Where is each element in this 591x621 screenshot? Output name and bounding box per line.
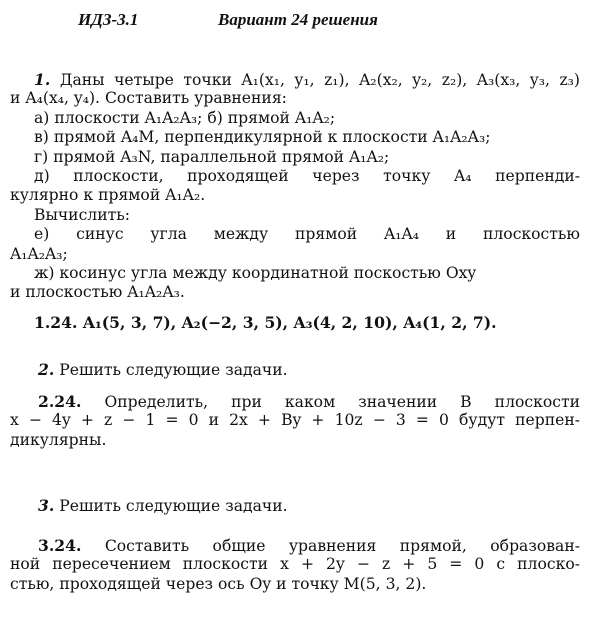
header-title: ИДЗ-3.1	[78, 10, 139, 29]
task-2-text: Решить следующие задачи.	[59, 361, 288, 379]
task-1-line-3: а) плоскости A₁A₂A₃; б) прямой A₁A₂;	[34, 108, 336, 127]
problem-3-number: 3.24.	[38, 536, 82, 555]
task-1	[10, 70, 580, 303]
header-variant: Вариант 24 решения	[218, 10, 378, 29]
task-3-text: Решить следующие задачи.	[59, 497, 288, 515]
header	[0, 10, 591, 34]
problem-3-24	[10, 536, 580, 594]
problem-2-24	[10, 392, 580, 450]
variant-points: A₁(5, 3, 7), A₂(−2, 3, 5), A₃(4, 2, 10), A₄(1, 2, 7).	[82, 313, 497, 332]
variant-data	[10, 313, 580, 332]
task-1-line-1	[10, 70, 580, 89]
problem-2-line-1: Определить, при каком значении B плоскости	[104, 393, 580, 411]
task-1-line-4: в) прямой A₄M, перпендикулярной к плоскости A₁A₂A₃;	[34, 128, 491, 147]
task-3	[10, 496, 580, 515]
task-1-number: 1.	[34, 70, 51, 89]
task-1-line-12: и плоскостью A₁A₂A₃.	[10, 283, 185, 302]
task-1-line-11: ж) косинус угла между координатной поскостью Oxy	[34, 263, 477, 282]
task-2	[10, 360, 580, 379]
task-1-line-10: A₁A₂A₃;	[10, 244, 68, 263]
problem-3-line-3: стью, проходящей через ось Oy и точку M(5, 3, 2).	[10, 574, 427, 593]
task-1-line-9: е) синус угла между прямой A₁A₄ и плоскостью	[34, 225, 580, 244]
problem-2-number: 2.24.	[38, 392, 82, 411]
problem-2-line-2: x − 4y + z − 1 = 0 и 2x + By + 10z − 3 = 0 будут перпен-	[10, 411, 580, 430]
task-1-line-5: г) прямой A₃N, параллельной прямой A₁A₂;	[34, 147, 390, 166]
problem-3-line-1: Составить общие уравнения прямой, образован-	[104, 537, 580, 555]
task-1-line-8: Вычислить:	[34, 205, 130, 224]
task-1-line-2: и A₄(x₄, y₄). Составить уравнения:	[10, 89, 287, 108]
problem-2-line-3: дикулярны.	[10, 430, 107, 449]
task-3-number: 3.	[38, 496, 55, 515]
variant-number: 1.24.	[34, 313, 78, 332]
task-2-number: 2.	[38, 360, 55, 379]
task-1-line-6: д) плоскости, проходящей через точку A₄ перпенди-	[34, 166, 580, 185]
problem-3-line-2: ной пересечением плоскости x + 2y − z + 5 = 0 с плоско-	[10, 555, 580, 574]
task-1-line-7: кулярно к прямой A₁A₂.	[10, 186, 206, 205]
task-1-text: Даны четыре точки A₁(x₁, y₁, z₁), A₂(x₂, y₂, z₂), A₃(x₃, y₃, z₃)	[59, 71, 580, 89]
